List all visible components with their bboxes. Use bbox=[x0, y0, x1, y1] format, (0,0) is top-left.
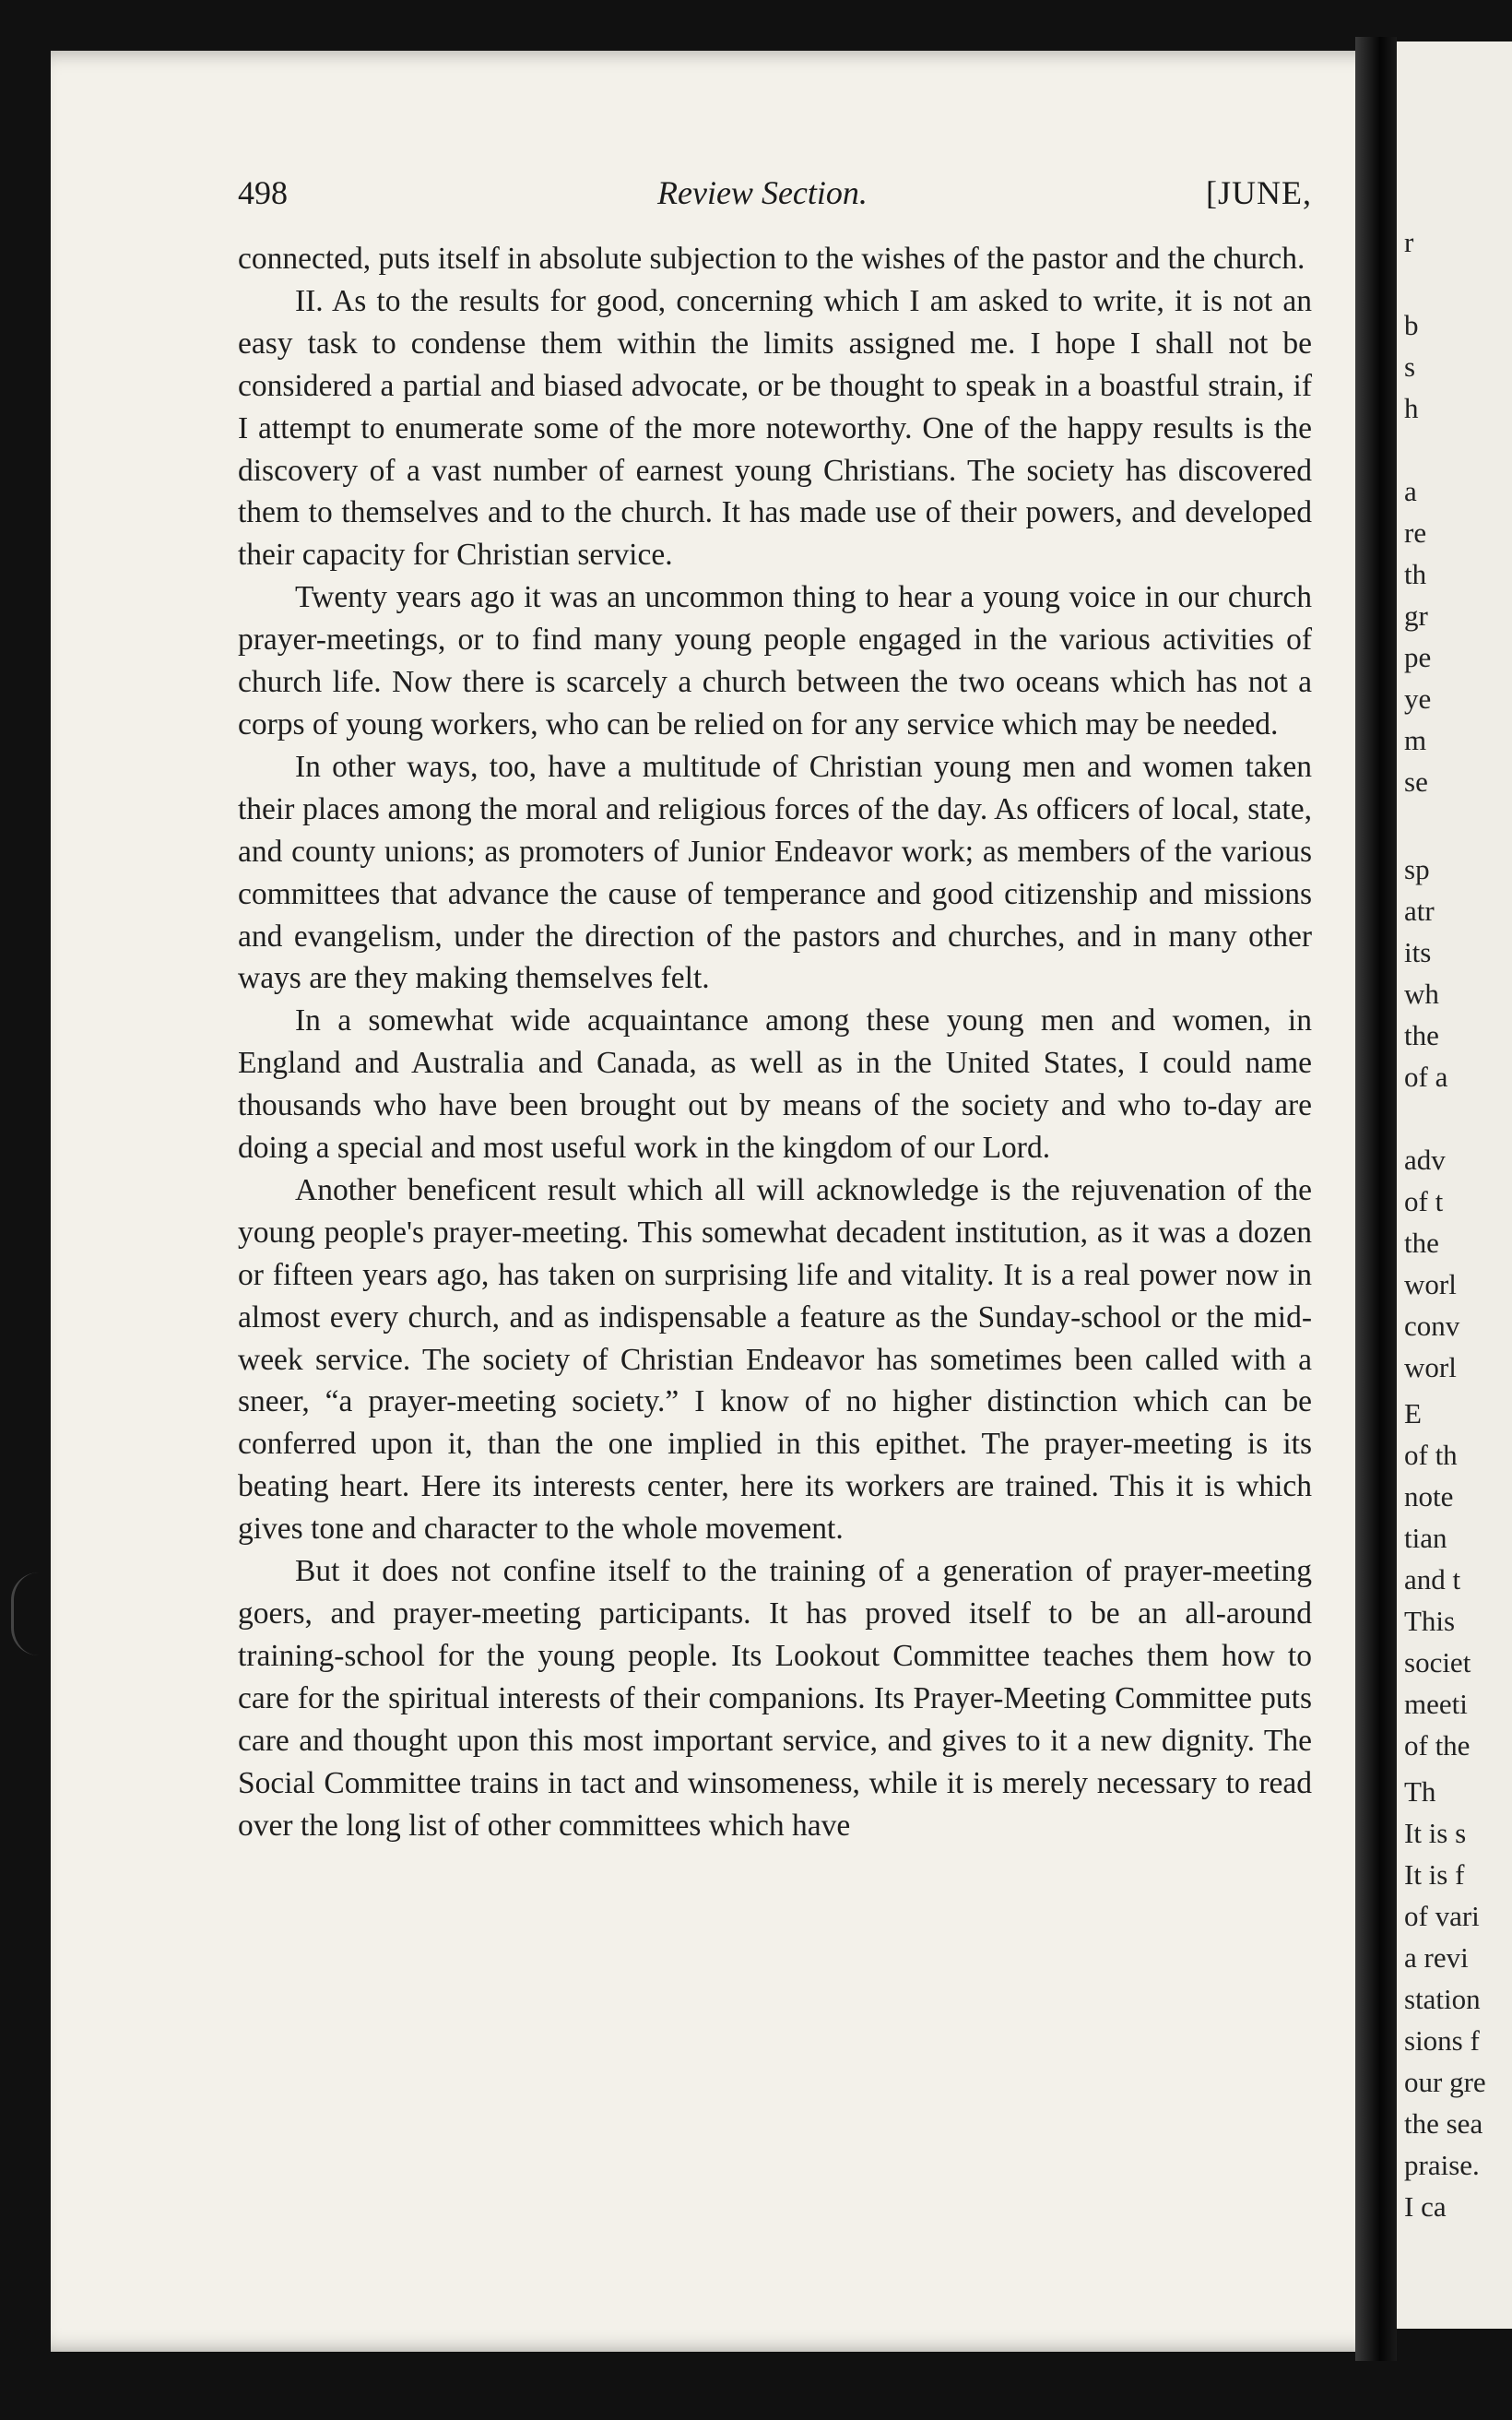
facing-page-fragment: E bbox=[1404, 1397, 1422, 1429]
facing-page-fragment: praise. bbox=[1404, 2149, 1480, 2181]
facing-page-fragment: sions f bbox=[1404, 2024, 1480, 2057]
page-edge-mark bbox=[11, 1572, 51, 1655]
paragraph: Another beneficent result which all will acknowledge is the rejuvenation of the young people's prayer-meeting. This somewhat decadent institution, as it was a dozen or fifteen years ago, has taken on surprising life and vitality. It is a real power now in almost every church, and as indispensable a feature as the Sunday-school or the mid-week service. The society of Christian Endeavor has sometimes been called with a sneer, “a prayer-meeting society.” I know of no higher distinction which can be conferred upon it, than the one implied in this epithet. The prayer-meeting is its beating heart. Here its interests center, here its workers are trained. This it is which gives tone and character to the whole movement. bbox=[238, 1172, 1312, 1547]
facing-page-fragment: th bbox=[1404, 558, 1427, 590]
facing-page-fragment: b bbox=[1404, 309, 1419, 341]
facing-page-fragment: the bbox=[1404, 1019, 1439, 1051]
facing-page-fragment: of t bbox=[1404, 1185, 1444, 1217]
facing-page-fragment: r bbox=[1404, 226, 1414, 258]
facing-page-fragment: ye bbox=[1404, 682, 1432, 715]
book-gutter bbox=[1355, 37, 1397, 2361]
facing-page-fragment: This bbox=[1404, 1605, 1456, 1637]
facing-page-fragment: sp bbox=[1404, 853, 1430, 885]
month-bracket: [J bbox=[1206, 174, 1232, 211]
facing-page-fragment: re bbox=[1404, 516, 1427, 549]
facing-page-fragment: h bbox=[1404, 392, 1419, 424]
facing-page-fragment: It is s bbox=[1404, 1817, 1467, 1849]
facing-page-fragment: of the bbox=[1404, 1729, 1471, 1762]
paragraph: In a somewhat wide acquaintance among these young men and women, in England and Australia and Canada, as well as in the United States, I could name thousands who have been brought out by means of the society and who to-day are doing a special and most useful work in the kingdom of our Lord. bbox=[238, 1003, 1312, 1166]
facing-page-fragment: worl bbox=[1404, 1268, 1457, 1300]
facing-page-fragment: its bbox=[1404, 936, 1432, 968]
paragraph: Twenty years ago it was an uncommon thing to hear a young voice in our church prayer-meetings, or to find many young people engaged in the various activities of church life. Now there is scarcely a church between the two oceans which has not a corps of young workers, who can be relied on for any service which may be needed. bbox=[238, 580, 1312, 741]
facing-page-fragment: meeti bbox=[1404, 1688, 1468, 1720]
paragraph: connected, puts itself in absolute subjection to the wishes of the pastor and the church. bbox=[238, 242, 1305, 276]
month-label bbox=[1206, 173, 1312, 212]
facing-page-fragment: tian bbox=[1404, 1522, 1447, 1554]
facing-page-fragment: atr bbox=[1404, 895, 1435, 927]
facing-page-fragment: societ bbox=[1404, 1646, 1471, 1679]
facing-page-fragment: station bbox=[1404, 1983, 1481, 2015]
facing-page-fragment: adv bbox=[1404, 1144, 1446, 1176]
facing-page-fragment: I ca bbox=[1404, 2190, 1447, 2223]
facing-page-fragment: Th bbox=[1404, 1775, 1436, 1808]
facing-page-fragment: of a bbox=[1404, 1061, 1448, 1093]
facing-page-fragment: m bbox=[1404, 724, 1427, 756]
paragraph: But it does not confine itself to the training of a generation of prayer-meeting goers, and prayer-meeting participants. It has proved itself to be an all-around training-school for the young people. Its Lookout Committee teaches them how to care for the spiritual interests of their companions. Its Prayer-Meeting Committee puts care and thought upon this most important service, and gives to it a new dignity. The Social Committee trains in tact and winsomeness, while it is merely necessary to read over the long list of other committees which have bbox=[238, 1554, 1312, 1843]
facing-page-fragment: note bbox=[1404, 1480, 1454, 1512]
facing-page-fragment: It is f bbox=[1404, 1858, 1465, 1891]
facing-page bbox=[1397, 42, 1512, 2329]
facing-page-fragment: se bbox=[1404, 765, 1428, 798]
running-head bbox=[238, 173, 1312, 219]
facing-page-fragment: worl bbox=[1404, 1351, 1457, 1383]
section-title: Review Section. bbox=[657, 174, 868, 211]
facing-page-fragment: our gre bbox=[1404, 2066, 1486, 2098]
facing-page-fragment: pe bbox=[1404, 641, 1432, 673]
page-number: 498 bbox=[238, 174, 288, 211]
facing-page-fragment: of th bbox=[1404, 1439, 1458, 1471]
paragraph: In other ways, too, have a multitude of Christian young men and women taken their places among the moral and religious forces of the day. As officers of local, state, and county unions; as promoters of Junior Endeavor work; as members of the various committees that advance the cause of temperance and good citizenship and missions and evangelism, under the direction of the pastors and churches, and in many other ways are they making themselves felt. bbox=[238, 749, 1312, 996]
facing-page-fragment: the sea bbox=[1404, 2107, 1483, 2140]
facing-page-fragment: conv bbox=[1404, 1310, 1460, 1342]
facing-page-fragment: and t bbox=[1404, 1563, 1461, 1596]
facing-page-fragment: wh bbox=[1404, 978, 1439, 1010]
paragraph: II. As to the results for good, concerning which I am asked to write, it is not an easy task to condense them within the limits assigned me. I hope I shall not be considered a partial and biased advocate, or be thought to speak in a boastful strain, if I attempt to enumerate some of the more noteworthy. One of the happy results is the discovery of a vast number of earnest young Christians. The society has discovered them to themselves and to the church. It has made use of their powers, and developed their capacity for Christian service. bbox=[238, 283, 1312, 573]
facing-page-fragment: a revi bbox=[1404, 1941, 1469, 1974]
facing-page-fragment: a bbox=[1404, 475, 1417, 507]
facing-page-fragment: of vari bbox=[1404, 1900, 1480, 1932]
facing-page-fragment: gr bbox=[1404, 599, 1428, 632]
facing-page-fragment: the bbox=[1404, 1227, 1439, 1259]
body-text bbox=[238, 238, 1312, 1846]
month-rest: UNE, bbox=[1232, 174, 1312, 211]
facing-page-fragment: s bbox=[1404, 350, 1416, 383]
